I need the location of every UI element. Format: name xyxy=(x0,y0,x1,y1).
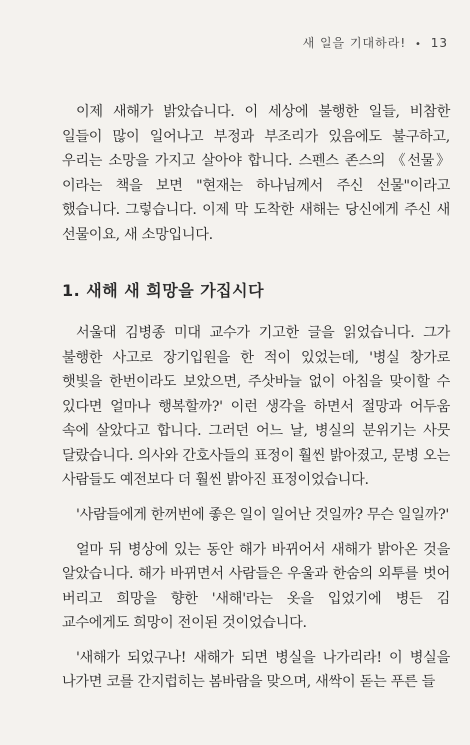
story-paragraph: 서울대 김병종 미대 교수가 기고한 글을 읽었습니다. 그가 불행한 사고로 장기입원을 한 적이 있었는데, '병실 창가로 햇빛을 한번이라도 보았으면, 주삿바늘 없이 아침을 맞이할 수 있다면 얼마나 행복할까?' 이런 생각을 하면서 절망과 어두움 속에 살았다고 합니다. 그러던 어느 날, 병실의 분위기는 사뭇 달랐습니다. 의사와 간호사들의 표정이 훨씬 밝아졌고, 문병 오는 사람들도 예전보다 더 훨씬 밝아진 표정이었습니다. xyxy=(62,325,450,489)
chapter-title: 새 일을 기대하라! xyxy=(302,36,407,50)
quote-paragraph: '사람들에게 한꺼번에 좋은 일이 일어난 것일까? 무슨 일일까?' xyxy=(76,506,450,523)
bullet-separator: • xyxy=(414,39,422,50)
page-body xyxy=(62,100,450,695)
section-heading: 1. 새해 새 희망을 가집시다 xyxy=(62,281,265,301)
running-header xyxy=(303,34,448,51)
intro-paragraph: 이제 새해가 밝았습니다. 이 세상에 불행한 일들, 비참한 일들이 많이 일어나고 부정과 부조리가 있음에도 불구하고, 우리는 소망을 가지고 살아야 합니다. 스펜스 존스의 《선물》이라는 책을 보면 "현재는 하나님께서 주신 선물"이라고 했습니다. 그렇습니다. 이제 막 도착한 새해는 당신에게 주신 새 선물이요, 새 소망입니다. xyxy=(62,104,450,243)
page-number: 13 xyxy=(430,36,448,50)
hope-paragraph: '새해가 되었구나! 새해가 되면 병실을 나가리라! 이 병실을 나가면 코를 간지럽히는 봄바람을 맞으며, 새싹이 돋는 푸른 들 xyxy=(62,649,450,691)
newyear-paragraph: 얼마 뒤 병상에 있는 동안 해가 바뀌어서 새해가 밝아온 것을 알았습니다. 해가 바뀌면서 사람들은 우울과 한숨의 외투를 벗어 버리고 희망을 향한 '새해'라는 옷을 입었기에 병든 김 교수에게도 희망이 전이된 것이었습니다. xyxy=(62,541,450,632)
